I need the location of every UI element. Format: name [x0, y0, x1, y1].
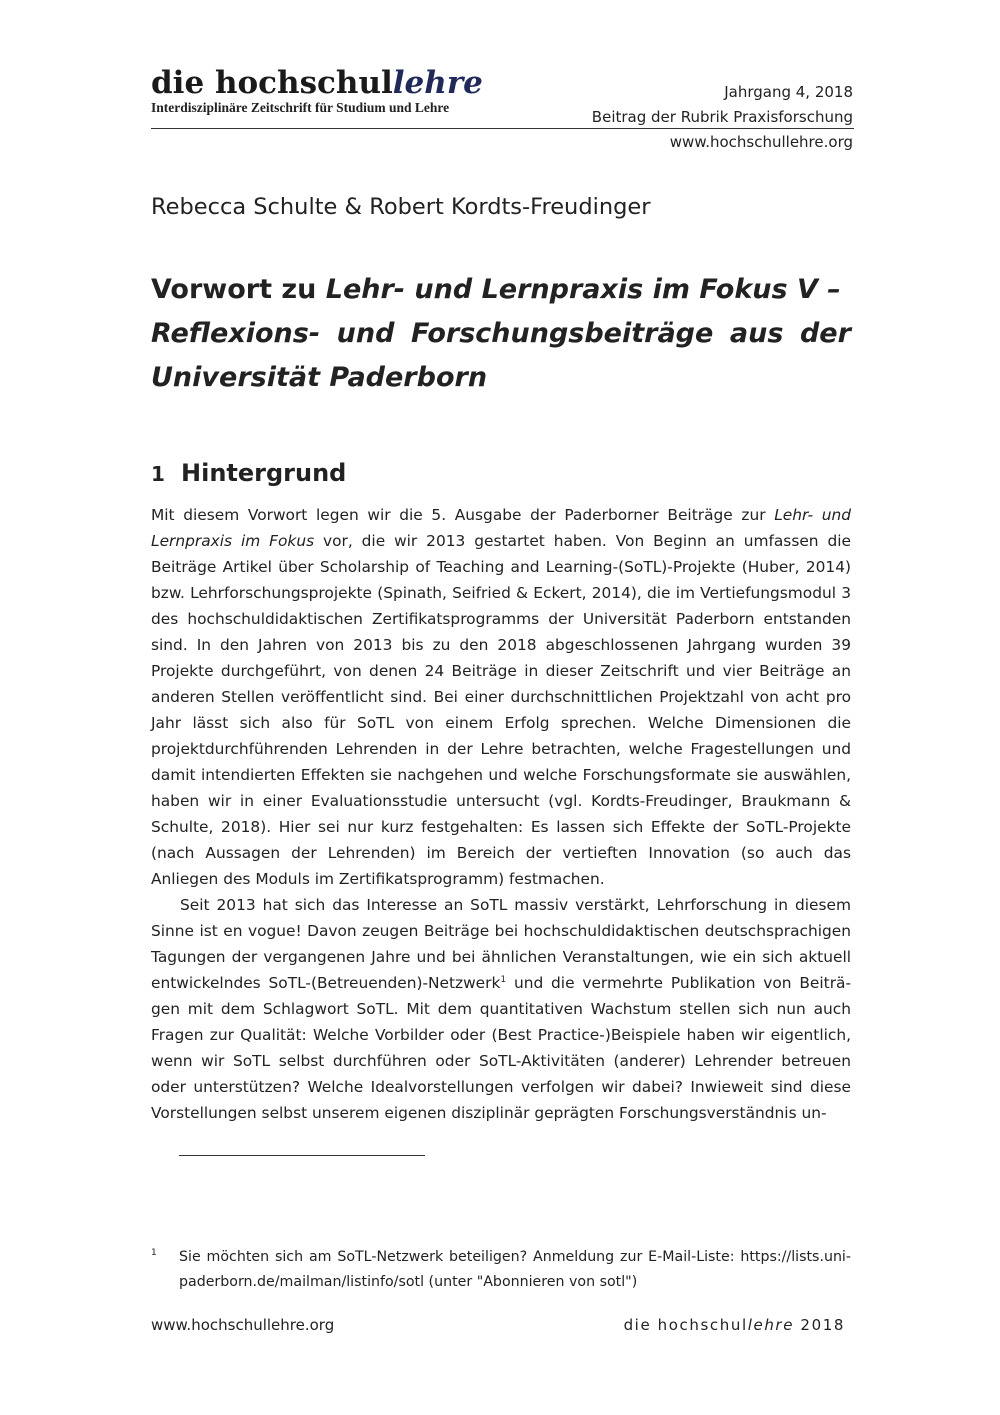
body-text	[151, 502, 851, 1126]
paragraph-2	[151, 892, 851, 1126]
header-divider	[151, 128, 854, 129]
article-authors: Rebecca Schulte & Robert Kordts-Freudinger	[151, 194, 651, 220]
footnote	[151, 1245, 851, 1295]
volume-label: Jahrgang 4, 2018	[724, 83, 853, 101]
paragraph-1-italic: Lehr- und Lernpraxis im Fokus	[151, 506, 851, 550]
footnote-divider	[179, 1155, 425, 1156]
journal-masthead	[151, 66, 483, 116]
title-line-3-text: Universität Paderborn	[151, 362, 488, 393]
section-number: 1	[151, 462, 165, 486]
title-word: Forschungsbeiträge	[410, 318, 714, 349]
journal-logo	[151, 66, 483, 100]
logo-main-text: die hochschul	[151, 65, 393, 101]
title-word: aus	[729, 318, 784, 349]
footnote-reference[interactable]: 1	[500, 974, 507, 985]
section-title: Hintergrund	[181, 459, 347, 487]
header-url[interactable]: www.hochschullehre.org	[669, 133, 853, 151]
footnote-text: Sie möchten sich am SoTL-Netzwerk beteiligen? Anmeldung zur E-Mail-Liste: https://lists.uni-paderborn.de/mailman/listinfo/sotl (unter "Abonnieren von sotl")	[179, 1249, 851, 1290]
paragraph-1-part-b: vor, die wir 2013 gestartet haben. Von Beginn an umfassen die Beiträge Artikel über Scholarship of Teaching and Learning-(SoTL)-Projekte (Huber, 2014) bzw. Lehrforschungsprojekte (Spinath, Seifried & Eckert, 2014), die im Vertiefungsmodul 3 des hochschuldidaktischen Zertifikatsprogramms der Universität Paderborn entstanden sind. In den Jahren von 2013 bis zu den 2018 abgeschlossenen Jahrgang wurden 39 Projekte durchgeführt, von denen 24 Beiträge in dieser Zeitschrift und vier Beiträge an anderen Stellen veröffentlicht sind. Bei einer durchschnittlichen Projektzahl von acht pro Jahr lässt sich also für SoTL von einem Erfolg sprechen. Welche Dimensionen die projektdurchführenden Lehrenden in der Lehre betrachten, welche Fragestellungen und damit intendierten Effekten sie nachgehen und welche Forschungsformate sie auswählen, haben wir in einer Evaluationsstudie untersucht (vgl. Kordts-Freudinger, Braukmann & Schulte, 2018). Hier sei nur kurz festgehalten: Es lassen sich Effekte der SoTL-Projekte (nach Aussagen der Lehrenden) im Bereich der vertieften Innovation (so auch das Anliegen des Moduls im Zertifikatsprogramm) festmachen.	[151, 532, 851, 888]
title-italic-part: Lehr- und Lernpraxis im Fokus V –	[325, 274, 841, 305]
footer-year: 2018	[800, 1316, 845, 1334]
footer-journal-accent: lehre	[747, 1316, 795, 1334]
rubric-label: Beitrag der Rubrik Praxisforschung	[591, 108, 853, 126]
title-line-3	[151, 356, 851, 400]
footer-journal-main: die hochschul	[623, 1316, 748, 1334]
footer-url[interactable]: www.hochschullehre.org	[151, 1316, 335, 1334]
paragraph-2-part-a: Seit 2013 hat sich das Interesse an SoTL massiv verstärkt, Lehrforschung in diesem Sinne ist en vogue! Davon zeugen Beiträge bei hochschuldidaktischen deutschsprachigen Tagungen der vergangenen Jahre und bei ähnlichen Veranstaltungen, wie ein sich aktuell entwickelndes SoTL-(Betreuenden)-Netzwerk	[151, 896, 851, 992]
title-line-2	[151, 312, 851, 356]
paragraph-1-part-a: Mit diesem Vorwort legen wir die 5. Ausgabe der Paderborner Beiträge zur	[151, 506, 775, 524]
title-line-1	[151, 268, 851, 312]
title-prefix: Vorwort zu	[151, 274, 326, 305]
article-title	[151, 268, 851, 400]
footnote-mark: 1	[151, 1248, 157, 1258]
footer-journal	[624, 1314, 845, 1336]
paragraph-2-part-b: und die vermehrte Publikation von Beiträgen mit dem Schlagwort SoTL. Mit dem quantitativen Wachstum stellen sich nun auch Fragen zur Qualität: Welche Vorbilder oder (Best Practice-)Beispiele haben wir eigentlich, wenn wir SoTL selbst durchführen oder SoTL-Aktivitäten (anderer) Lehrender betreuen oder unterstützen? Welche Idealvorstellungen verfolgen wir dabei? Inwieweit sind diese Vorstellungen selbst unserem eigenen disziplinär geprägten Forschungsverständnis un-	[151, 974, 852, 1122]
title-word: und	[336, 318, 395, 349]
section-heading	[151, 456, 346, 491]
logo-accent-text: lehre	[392, 65, 483, 101]
title-word: der	[799, 318, 851, 349]
journal-subtitle: Interdisziplinäre Zeitschrift für Studium und Lehre	[151, 100, 450, 115]
paragraph-1	[151, 502, 851, 892]
title-word: Reflexions-	[151, 318, 321, 349]
header-meta	[592, 80, 853, 130]
